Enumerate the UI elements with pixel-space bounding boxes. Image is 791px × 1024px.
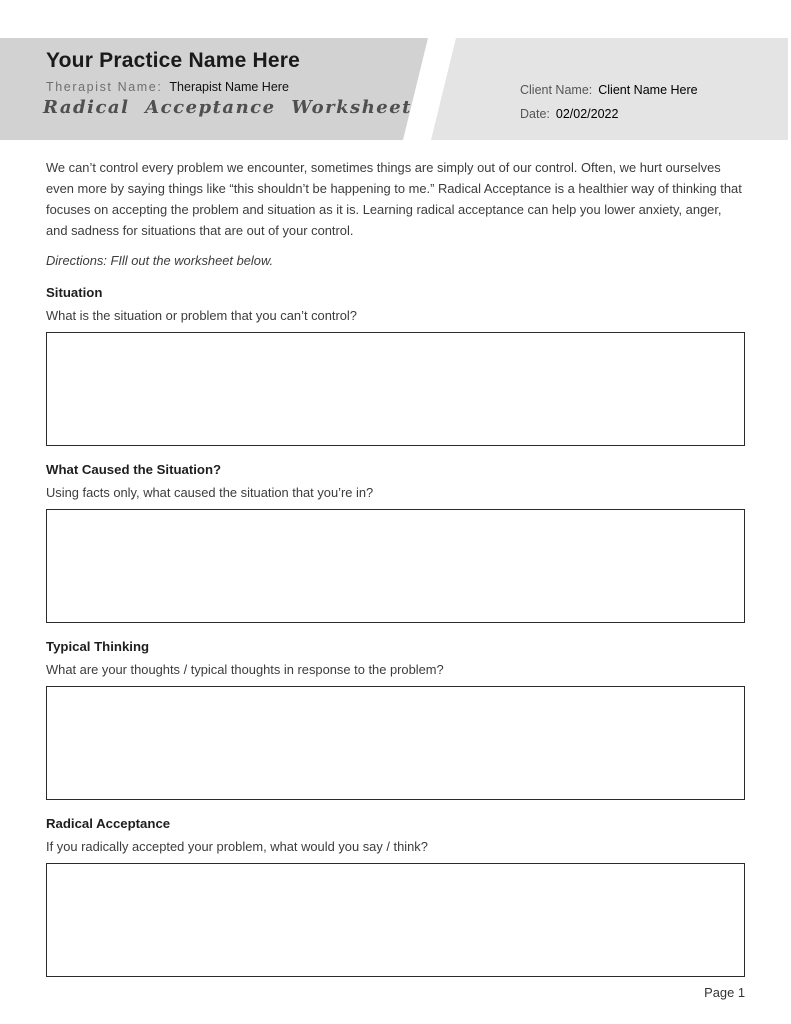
intro-paragraph: We can’t control every problem we encounter, sometimes things are simply out of our control. Often, we hurt ourselves even more by saying things like “this shouldn’t be happening to me.” Radical Acceptance is a healthier way of thinking that focuses on accepting the problem and situation as it is. Learning radical acceptance can help you lower anxiety, anger, and sadness for situations that are out of your control. xyxy=(46,160,742,238)
section-cause xyxy=(46,462,745,623)
section-prompt: If you radically accepted your problem, what would you say / think? xyxy=(46,839,428,854)
client-name-row xyxy=(520,78,698,102)
section-heading: Typical Thinking xyxy=(46,639,150,654)
client-name-value: Client Name Here xyxy=(598,83,698,97)
section-prompt: What are your thoughts / typical thoughts in response to the problem? xyxy=(46,662,444,677)
page-number: Page 1 xyxy=(704,985,745,1000)
typical-thinking-input[interactable] xyxy=(46,686,745,800)
header xyxy=(0,38,788,140)
date-value: 02/02/2022 xyxy=(555,107,619,121)
section-prompt: What is the situation or problem that you can’t control? xyxy=(46,308,357,323)
section-heading: Situation xyxy=(46,285,103,300)
radical-acceptance-input[interactable] xyxy=(46,863,745,977)
client-name-label: Client Name: xyxy=(520,83,593,97)
date-label: Date: xyxy=(520,107,550,121)
section-heading: Radical Acceptance xyxy=(46,816,171,831)
cause-input[interactable] xyxy=(46,509,745,623)
therapist-name-label: Therapist Name: xyxy=(46,80,163,94)
section-heading: What Caused the Situation? xyxy=(46,462,222,477)
client-info-block xyxy=(520,78,698,126)
section-prompt: Using facts only, what caused the situation that you’re in? xyxy=(46,485,374,500)
worksheet-title: Radical Acceptance Worksheet xyxy=(43,97,413,118)
worksheet-body xyxy=(46,140,745,1000)
practice-name: Your Practice Name Here xyxy=(46,49,300,72)
therapist-name-value: Therapist Name Here xyxy=(169,80,289,94)
section-typical-thinking xyxy=(46,639,745,800)
directions-text: Directions: FIll out the worksheet below. xyxy=(46,253,274,268)
section-situation xyxy=(46,285,745,446)
situation-input[interactable] xyxy=(46,332,745,446)
section-radical-acceptance xyxy=(46,816,745,977)
therapist-name-row xyxy=(46,80,289,94)
date-row xyxy=(520,102,698,126)
